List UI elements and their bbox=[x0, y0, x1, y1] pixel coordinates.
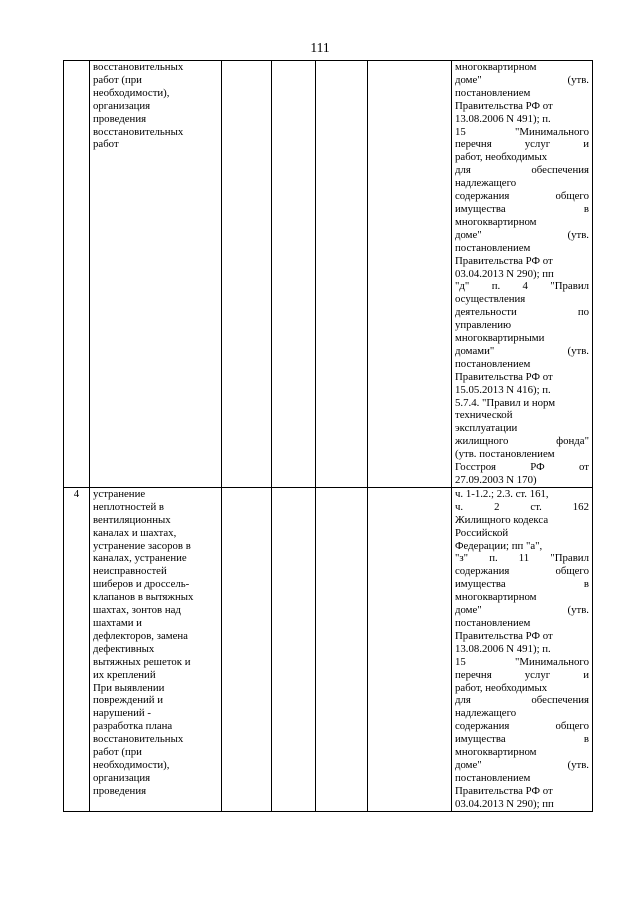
text-line bbox=[455, 488, 589, 501]
text-word: работ, необходимых bbox=[455, 681, 548, 694]
text-line: дефективных bbox=[93, 642, 155, 655]
text-line: нарушений - bbox=[93, 707, 151, 720]
text-word: доме" bbox=[455, 73, 482, 86]
text-word: перечня bbox=[455, 138, 492, 151]
work-description bbox=[90, 487, 222, 811]
text-word: постановлением bbox=[455, 771, 531, 784]
text-word: "Правил bbox=[550, 280, 589, 293]
text-word: 15.05.2013 N 416); п. bbox=[455, 383, 551, 396]
text-line bbox=[455, 720, 589, 733]
text-line: повреждений и bbox=[93, 694, 164, 707]
text-word: перечня bbox=[455, 668, 492, 681]
text-line bbox=[455, 643, 589, 656]
text-line bbox=[455, 280, 589, 293]
text-line bbox=[455, 306, 589, 319]
text-line bbox=[455, 164, 589, 177]
text-word: и bbox=[583, 138, 589, 151]
text-word: доме" bbox=[455, 604, 482, 617]
text-word: Правительства РФ от bbox=[455, 254, 553, 267]
text-word: имущества bbox=[455, 578, 506, 591]
text-line: каналах, устранение bbox=[93, 552, 187, 565]
text-line bbox=[455, 268, 589, 281]
text-word: 15 bbox=[455, 125, 466, 138]
text-line bbox=[455, 746, 589, 759]
text-line bbox=[455, 448, 589, 461]
text-line bbox=[455, 785, 589, 798]
text-line bbox=[455, 422, 589, 435]
text-line bbox=[455, 113, 589, 126]
text-word: по bbox=[577, 306, 589, 319]
text-line: каналах и шахтах, bbox=[93, 526, 177, 539]
table-body bbox=[64, 61, 593, 812]
text-word: жилищного bbox=[455, 435, 509, 448]
text-word: многоквартирном bbox=[455, 61, 537, 73]
text-line bbox=[455, 501, 589, 514]
text-line bbox=[455, 461, 589, 474]
text-line bbox=[455, 474, 589, 487]
text-word: Правительства РФ от bbox=[455, 99, 553, 112]
text-word: содержания bbox=[455, 720, 510, 733]
text-word: надлежащего bbox=[455, 707, 517, 720]
text-line bbox=[455, 126, 589, 139]
text-word: п. bbox=[489, 552, 498, 565]
text-line bbox=[455, 591, 589, 604]
text-word: Российской bbox=[455, 526, 509, 539]
text-line: неисправностей bbox=[93, 565, 167, 578]
text-word: осуществления bbox=[455, 293, 526, 306]
text-line: вентиляционных bbox=[93, 513, 171, 526]
text-word: ч. 1-1.2.; 2.3. ст. 161, bbox=[455, 487, 549, 500]
text-word: "Минимального bbox=[514, 125, 589, 138]
text-word: фонда" bbox=[556, 435, 589, 448]
text-word: (утв. bbox=[567, 228, 589, 241]
text-line: необходимости), bbox=[93, 758, 170, 771]
text-line bbox=[455, 255, 589, 268]
text-word: в bbox=[583, 202, 589, 215]
text-word: "д" bbox=[455, 280, 470, 293]
text-line bbox=[455, 74, 589, 87]
text-word: ст. bbox=[530, 500, 542, 513]
text-line bbox=[455, 345, 589, 358]
text-line bbox=[455, 669, 589, 682]
text-word: 2 bbox=[494, 500, 500, 513]
text-word: 11 bbox=[518, 552, 530, 565]
text-line bbox=[455, 397, 589, 410]
text-line: необходимости), bbox=[93, 86, 170, 99]
text-word: содержания bbox=[455, 565, 510, 578]
text-line: восстановительных bbox=[93, 733, 184, 746]
text-line: организация bbox=[93, 99, 151, 112]
text-line bbox=[455, 216, 589, 229]
text-line bbox=[455, 759, 589, 772]
text-word: обеспечения bbox=[531, 164, 589, 177]
text-line: вытяжных решеток и bbox=[93, 655, 191, 668]
text-word: технической bbox=[455, 409, 513, 422]
text-line: При выявлении bbox=[93, 681, 165, 694]
text-line bbox=[455, 293, 589, 306]
table-row bbox=[64, 61, 593, 488]
text-line: их креплений bbox=[93, 668, 156, 681]
empty-cell bbox=[272, 61, 316, 488]
text-line bbox=[455, 694, 589, 707]
text-line bbox=[455, 565, 589, 578]
text-word: имущества bbox=[455, 202, 506, 215]
text-line bbox=[455, 578, 589, 591]
empty-cell bbox=[368, 61, 452, 488]
text-line: шиберов и дроссель- bbox=[93, 578, 190, 591]
text-line bbox=[455, 552, 589, 565]
empty-cell bbox=[222, 61, 272, 488]
row-number bbox=[64, 61, 90, 488]
text-line: неплотностей в bbox=[93, 500, 165, 513]
text-word: содержания bbox=[455, 190, 510, 203]
text-line bbox=[455, 177, 589, 190]
empty-cell bbox=[316, 487, 368, 811]
text-word: многоквартирными bbox=[455, 332, 545, 345]
text-line: шахтах, зонтов над bbox=[93, 604, 181, 617]
text-word: доме" bbox=[455, 758, 482, 771]
text-word: деятельности bbox=[455, 306, 517, 319]
text-word: от bbox=[579, 461, 589, 474]
text-word: "Минимального bbox=[514, 655, 589, 668]
empty-cell bbox=[272, 487, 316, 811]
text-word: общего bbox=[555, 720, 589, 733]
text-line: работ bbox=[93, 138, 119, 151]
text-word: Правительства РФ от bbox=[455, 784, 553, 797]
text-word: услуг bbox=[524, 138, 551, 151]
text-line: устранение bbox=[93, 487, 146, 500]
text-word: 162 bbox=[572, 500, 589, 513]
text-line: устранение засоров в bbox=[93, 539, 191, 552]
text-line bbox=[455, 332, 589, 345]
text-line: восстановительных bbox=[93, 125, 184, 138]
text-word: (утв. постановлением bbox=[455, 448, 555, 461]
text-word: многоквартирном bbox=[455, 215, 537, 228]
text-word: постановлением bbox=[455, 86, 531, 99]
text-line bbox=[455, 138, 589, 151]
text-word: общего bbox=[555, 190, 589, 203]
text-line: восстановительных bbox=[93, 61, 184, 73]
text-word: (утв. bbox=[567, 604, 589, 617]
text-word: многоквартирном bbox=[455, 746, 537, 759]
text-line bbox=[455, 203, 589, 216]
empty-cell bbox=[222, 487, 272, 811]
text-word: "Правил bbox=[550, 552, 589, 565]
text-word: управлению bbox=[455, 319, 512, 332]
text-word: (утв. bbox=[567, 344, 589, 357]
text-word: (утв. bbox=[567, 758, 589, 771]
text-word: Жилищного кодекса bbox=[455, 513, 549, 526]
text-line: работ (при bbox=[93, 746, 142, 759]
work-description bbox=[90, 61, 222, 488]
text-line bbox=[455, 319, 589, 332]
text-line bbox=[455, 87, 589, 100]
text-line: дефлекторов, замена bbox=[93, 629, 188, 642]
text-word: услуг bbox=[524, 668, 551, 681]
text-word: эксплуатации bbox=[455, 422, 518, 435]
text-word: Правительства РФ от bbox=[455, 629, 553, 642]
text-word: 5.7.4. "Правил и норм bbox=[455, 396, 556, 409]
text-word: 13.08.2006 N 491); п. bbox=[455, 112, 551, 125]
text-line bbox=[455, 798, 589, 811]
text-word: постановлением bbox=[455, 357, 531, 370]
text-word: 4 bbox=[522, 280, 528, 293]
text-line bbox=[455, 358, 589, 371]
text-line bbox=[455, 514, 589, 527]
text-word: РФ bbox=[530, 461, 545, 474]
empty-cell bbox=[316, 61, 368, 488]
row-number: 4 bbox=[64, 487, 90, 811]
text-word: "з" bbox=[455, 552, 469, 565]
text-line bbox=[455, 242, 589, 255]
text-line bbox=[455, 682, 589, 695]
text-line bbox=[455, 100, 589, 113]
text-line bbox=[455, 61, 589, 74]
page-number: 111 bbox=[310, 40, 330, 55]
text-word: в bbox=[583, 578, 589, 591]
text-line bbox=[455, 772, 589, 785]
text-word: обеспечения bbox=[531, 694, 589, 707]
text-line: разработка плана bbox=[93, 720, 173, 733]
text-line bbox=[455, 656, 589, 669]
text-line: проведения bbox=[93, 112, 147, 125]
text-line bbox=[455, 371, 589, 384]
text-line: работ (при bbox=[93, 73, 142, 86]
text-word: (утв. bbox=[567, 73, 589, 86]
text-line bbox=[455, 630, 589, 643]
text-word: ч. bbox=[455, 500, 464, 513]
text-word: и bbox=[583, 668, 589, 681]
text-word: надлежащего bbox=[455, 177, 517, 190]
text-line bbox=[455, 190, 589, 203]
text-word: доме" bbox=[455, 228, 482, 241]
text-word: для bbox=[455, 164, 471, 177]
legal-basis bbox=[452, 487, 593, 811]
empty-cell bbox=[368, 487, 452, 811]
text-line: клапанов в вытяжных bbox=[93, 591, 194, 604]
text-line bbox=[455, 604, 589, 617]
text-word: Федерации; пп "а", bbox=[455, 539, 543, 552]
text-line: организация bbox=[93, 771, 151, 784]
text-word: 13.08.2006 N 491); п. bbox=[455, 642, 551, 655]
text-word: п. bbox=[491, 280, 501, 293]
text-line bbox=[455, 229, 589, 242]
text-line bbox=[455, 733, 589, 746]
text-line bbox=[455, 151, 589, 164]
text-word: постановлением bbox=[455, 616, 531, 629]
text-word: 27.09.2003 N 170) bbox=[455, 474, 537, 486]
text-word: 15 bbox=[455, 655, 466, 668]
text-word: 03.04.2013 N 290); пп bbox=[455, 797, 554, 810]
text-line bbox=[455, 707, 589, 720]
text-line bbox=[455, 540, 589, 553]
text-word: работ, необходимых bbox=[455, 151, 548, 164]
text-word: многоквартирном bbox=[455, 591, 537, 604]
text-line: шахтами и bbox=[93, 616, 142, 629]
text-word: Госстроя bbox=[455, 461, 496, 474]
requirements-table bbox=[63, 60, 593, 812]
text-word: общего bbox=[555, 565, 589, 578]
text-word: для bbox=[455, 694, 471, 707]
text-word: имущества bbox=[455, 733, 506, 746]
text-line bbox=[455, 435, 589, 448]
text-word: постановлением bbox=[455, 241, 531, 254]
text-line bbox=[455, 384, 589, 397]
text-word: 03.04.2013 N 290); пп bbox=[455, 267, 554, 280]
legal-basis bbox=[452, 61, 593, 488]
text-line: проведения bbox=[93, 784, 147, 797]
text-line bbox=[455, 409, 589, 422]
text-line bbox=[455, 527, 589, 540]
text-word: в bbox=[583, 733, 589, 746]
text-word: домами" bbox=[455, 344, 495, 357]
table-row bbox=[64, 487, 593, 811]
text-line bbox=[455, 617, 589, 630]
text-word: Правительства РФ от bbox=[455, 370, 553, 383]
